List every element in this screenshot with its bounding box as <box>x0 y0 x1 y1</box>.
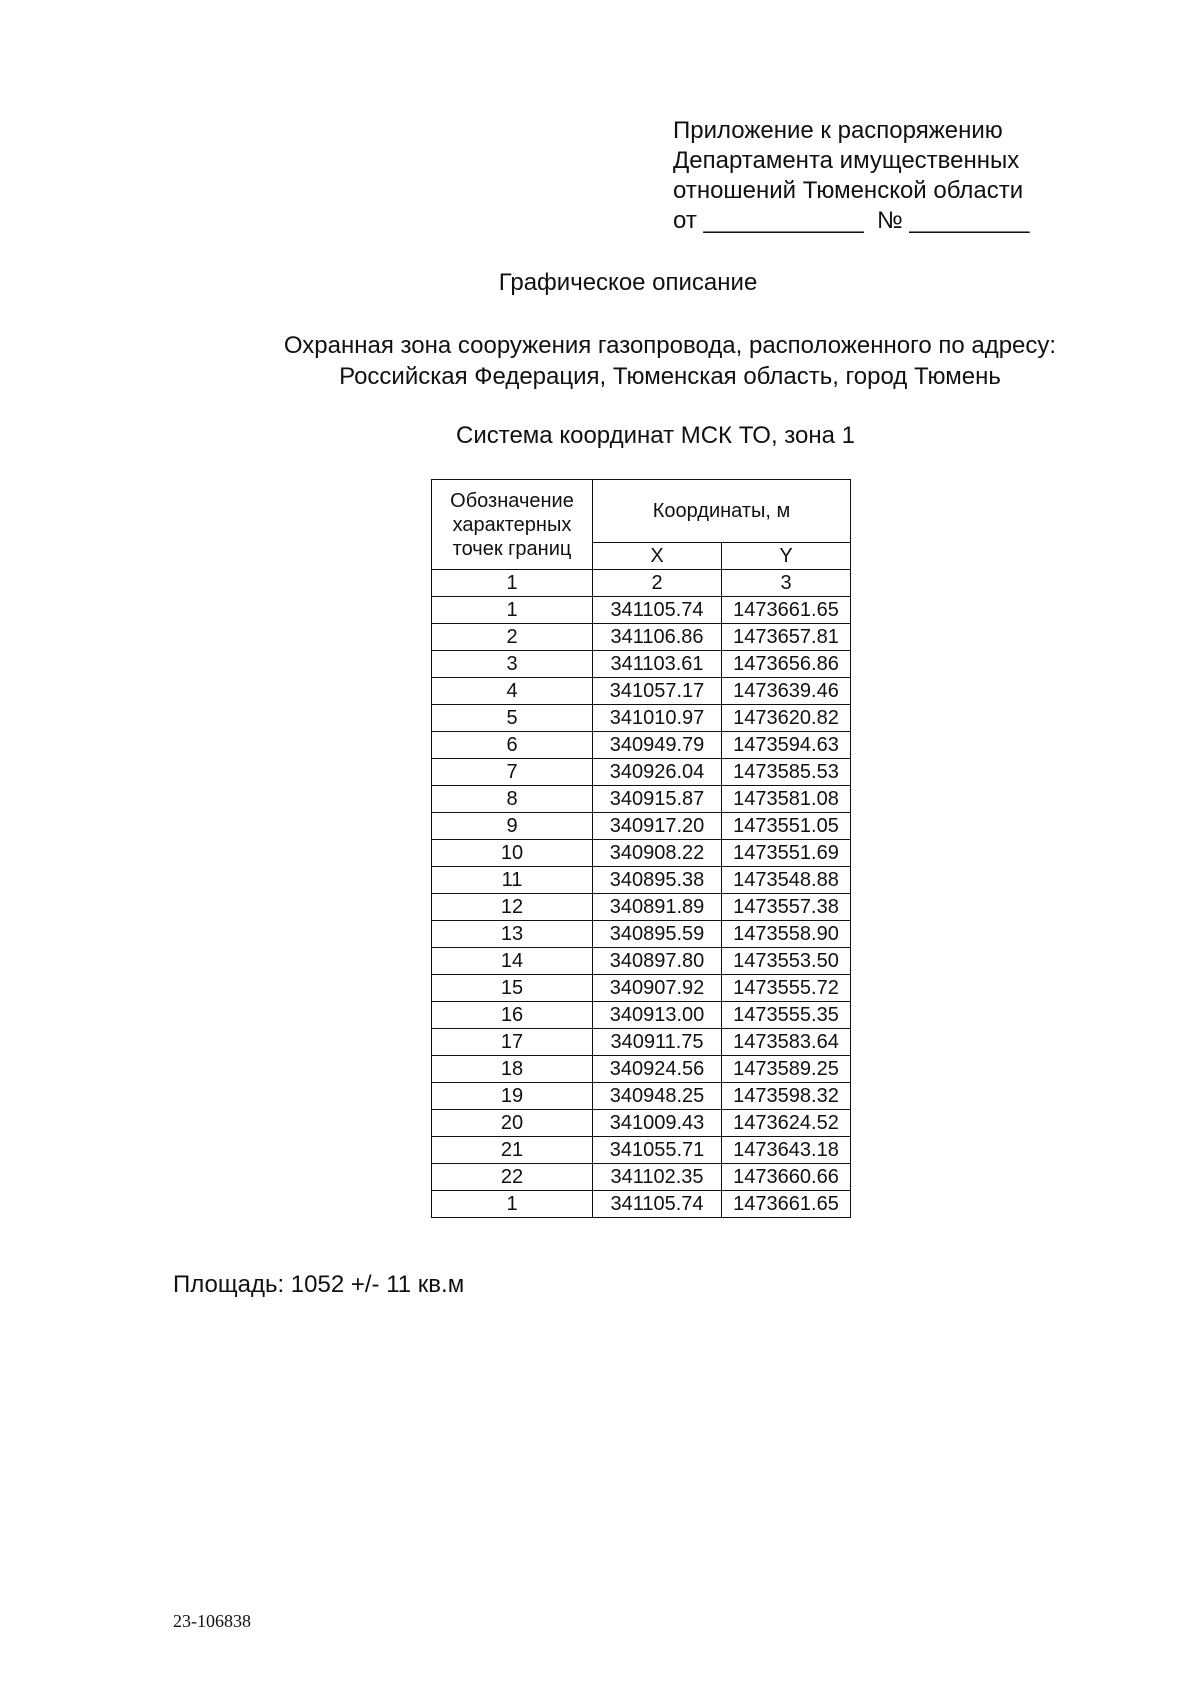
y-coordinate-cell: 1473594.63 <box>722 732 851 759</box>
point-number-cell: 15 <box>432 975 593 1002</box>
table-row <box>432 1137 851 1164</box>
point-number-cell: 7 <box>432 759 593 786</box>
y-coordinate-cell: 1473624.52 <box>722 1110 851 1137</box>
y-coordinate-cell: 1473555.72 <box>722 975 851 1002</box>
y-coordinate-cell: 1473548.88 <box>722 867 851 894</box>
point-number-cell: 21 <box>432 1137 593 1164</box>
table-row <box>432 867 851 894</box>
table-row <box>432 624 851 651</box>
x-coordinate-cell: 340907.92 <box>593 975 722 1002</box>
table-row <box>432 1029 851 1056</box>
y-coordinate-cell: 1473661.65 <box>722 597 851 624</box>
y-coordinate-cell: 1473583.64 <box>722 1029 851 1056</box>
appendix-line: Приложение к распоряжению <box>673 117 1003 144</box>
point-number-cell: 8 <box>432 786 593 813</box>
coordinates-table-body <box>432 597 851 1218</box>
y-coordinate-cell: 1473581.08 <box>722 786 851 813</box>
table-row <box>432 732 851 759</box>
column-number: 1 <box>432 570 593 597</box>
point-number-cell: 13 <box>432 921 593 948</box>
x-coordinate-cell: 341055.71 <box>593 1137 722 1164</box>
appendix-line: Департамента имущественных <box>673 147 1020 174</box>
point-designation-header: Обозначение характерных точек границ <box>432 480 593 570</box>
y-coordinate-cell: 1473657.81 <box>722 624 851 651</box>
point-number-cell: 22 <box>432 1164 593 1191</box>
x-coordinate-cell: 341009.43 <box>593 1110 722 1137</box>
x-coordinate-cell: 340926.04 <box>593 759 722 786</box>
y-coordinate-cell: 1473557.38 <box>722 894 851 921</box>
table-row <box>432 759 851 786</box>
y-coordinate-cell: 1473661.65 <box>722 1191 851 1218</box>
zone-description <box>200 330 1140 392</box>
point-number-cell: 16 <box>432 1002 593 1029</box>
document-number: 23-106838 <box>173 1611 251 1631</box>
y-coordinate-cell: 1473620.82 <box>722 705 851 732</box>
point-number-cell: 1 <box>432 597 593 624</box>
y-coordinate-cell: 1473643.18 <box>722 1137 851 1164</box>
x-coordinate-cell: 341057.17 <box>593 678 722 705</box>
point-number-cell: 6 <box>432 732 593 759</box>
x-coordinate-cell: 340895.38 <box>593 867 722 894</box>
appendix-date-number-line: от ____________ № _________ <box>673 207 1030 234</box>
table-row <box>432 1164 851 1191</box>
column-number: 3 <box>722 570 851 597</box>
coordinates-header: Координаты, м <box>593 480 851 543</box>
table-row <box>432 948 851 975</box>
x-coordinate-cell: 340897.80 <box>593 948 722 975</box>
table-row <box>432 678 851 705</box>
y-coordinate-cell: 1473639.46 <box>722 678 851 705</box>
x-coordinate-cell: 341106.86 <box>593 624 722 651</box>
x-coordinate-cell: 341103.61 <box>593 651 722 678</box>
appendix-block <box>673 116 1030 236</box>
y-coordinate-cell: 1473551.05 <box>722 813 851 840</box>
x-coordinate-cell: 340891.89 <box>593 894 722 921</box>
y-column-header: Y <box>722 543 851 570</box>
y-coordinate-cell: 1473558.90 <box>722 921 851 948</box>
area-text: Площадь: 1052 +/- 11 кв.м <box>173 1271 465 1298</box>
point-number-cell: 11 <box>432 867 593 894</box>
table-row <box>432 1002 851 1029</box>
y-coordinate-cell: 1473656.86 <box>722 651 851 678</box>
column-number: 2 <box>593 570 722 597</box>
appendix-line: отношений Тюменской области <box>673 177 1024 204</box>
point-number-cell: 18 <box>432 1056 593 1083</box>
y-coordinate-cell: 1473553.50 <box>722 948 851 975</box>
table-header-row <box>432 480 851 543</box>
zone-description-line: Охранная зона сооружения газопровода, расположенного по адресу: <box>283 332 1057 359</box>
x-coordinate-cell: 340913.00 <box>593 1002 722 1029</box>
x-coordinate-cell: 341105.74 <box>593 597 722 624</box>
table-row <box>432 705 851 732</box>
x-coordinate-cell: 340911.75 <box>593 1029 722 1056</box>
y-coordinate-cell: 1473555.35 <box>722 1002 851 1029</box>
x-coordinate-cell: 340917.20 <box>593 813 722 840</box>
point-number-cell: 17 <box>432 1029 593 1056</box>
point-number-cell: 3 <box>432 651 593 678</box>
point-number-cell: 20 <box>432 1110 593 1137</box>
table-row <box>432 597 851 624</box>
x-column-header: X <box>593 543 722 570</box>
point-number-cell: 9 <box>432 813 593 840</box>
table-row <box>432 1191 851 1218</box>
x-coordinate-cell: 340908.22 <box>593 840 722 867</box>
x-coordinate-cell: 340924.56 <box>593 1056 722 1083</box>
point-number-cell: 2 <box>432 624 593 651</box>
x-coordinate-cell: 340915.87 <box>593 786 722 813</box>
table-row <box>432 975 851 1002</box>
y-coordinate-cell: 1473551.69 <box>722 840 851 867</box>
x-coordinate-cell: 340895.59 <box>593 921 722 948</box>
table-row <box>432 840 851 867</box>
table-row <box>432 894 851 921</box>
y-coordinate-cell: 1473585.53 <box>722 759 851 786</box>
zone-description-line: Российская Федерация, Тюменская область, город Тюмень <box>339 363 1001 390</box>
y-coordinate-cell: 1473589.25 <box>722 1056 851 1083</box>
x-coordinate-cell: 340949.79 <box>593 732 722 759</box>
point-number-cell: 14 <box>432 948 593 975</box>
x-coordinate-cell: 341105.74 <box>593 1191 722 1218</box>
table-row <box>432 1110 851 1137</box>
y-coordinate-cell: 1473598.32 <box>722 1083 851 1110</box>
y-coordinate-cell: 1473660.66 <box>722 1164 851 1191</box>
point-number-cell: 5 <box>432 705 593 732</box>
point-number-cell: 4 <box>432 678 593 705</box>
table-row <box>432 786 851 813</box>
coordinates-table <box>431 479 851 1218</box>
coordinate-system: Система координат МСК ТО, зона 1 <box>456 422 855 449</box>
x-coordinate-cell: 341102.35 <box>593 1164 722 1191</box>
point-number-cell: 1 <box>432 1191 593 1218</box>
table-row <box>432 651 851 678</box>
point-number-cell: 10 <box>432 840 593 867</box>
x-coordinate-cell: 341010.97 <box>593 705 722 732</box>
document-title: Графическое описание <box>498 269 758 296</box>
table-row <box>432 1083 851 1110</box>
point-number-cell: 19 <box>432 1083 593 1110</box>
x-coordinate-cell: 340948.25 <box>593 1083 722 1110</box>
table-row <box>432 921 851 948</box>
table-row <box>432 1056 851 1083</box>
column-numbers-row <box>432 570 851 597</box>
table-row <box>432 813 851 840</box>
point-number-cell: 12 <box>432 894 593 921</box>
